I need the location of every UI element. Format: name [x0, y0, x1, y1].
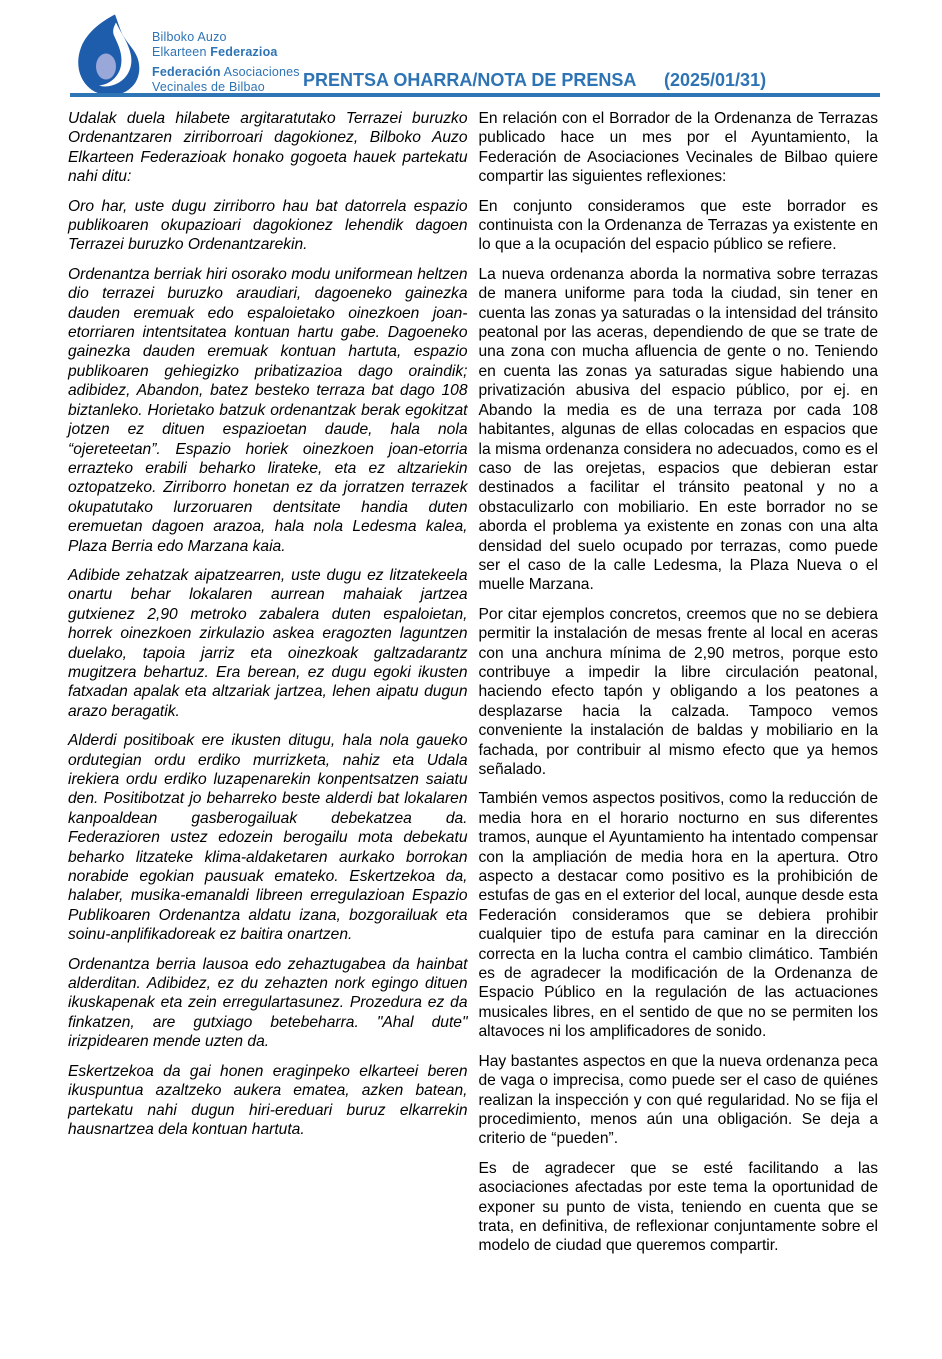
logo-line: Federación Asociaciones [152, 65, 300, 79]
paragraph: Es de agradecer que se esté facilitando a las asociaciones afectadas por este tema la oportunidad de exponer su punto de vista, teniendo en cuenta que se trata, en definitiva, de reflexionar conjuntamente sobre el modelo de ciudad que queremos compartir. [478, 1159, 878, 1255]
federation-logo-icon [74, 13, 146, 96]
paragraph: También vemos aspectos positivos, como la reducción de media hora en el horario nocturno en sus diferentes tramos, aunque el Ayuntamiento ha intentado compensar con la ampliación de media hora en la apertura. Otro aspecto a destacar como positivo es la prohibición de estufas de gas en el exterior del local, aunque desde esta Federación consideramos que se debiera prohibir cualquier tipo de estufa para caminar en la dirección correcta en la lucha contra el cambio climático. También es de agradecer la modificación de la Ordenanza de Espacio Público en la regulación de las actuaciones musicales libres, en el sentido de que no se permiten los altavoces ni los amplificadores de sonido. [478, 790, 878, 1041]
press-date: (2025/01/31) [664, 70, 767, 90]
header-divider [70, 93, 880, 97]
logo-text-basque [152, 30, 300, 59]
paragraph: Eskertzekoa da gai honen eraginpeko elkarteei beren ikuspuntua azaltzeko aukera ematea, azken batean, partekatu nahi dugun hiri-ereduari buruz elkarrekin hausnartzea dela kontuan hartuta. [68, 1062, 468, 1138]
paragraph: Udalak duela hilabete argitaratutako Terrazei buruzko Ordenantzaren zirriborroari dagokionez, Bilboko Auzo Elkarteen Federazioak honako gogoeta hauek partekatu nahi ditu: [68, 110, 468, 186]
paragraph: Alderdi positiboak ere ikusten ditugu, hala nola gaueko ordutegian ordu erdiko murrizketa, nahiz eta Udala irekiera ordu erdiko luzapenarekin konpentsatzen saiatu den. Positibotzat jo beharreko beste alderdi bat lokalaren kanpoaldean gasberogailuak debekatzea da. Federazioren ustez edozein berogailu mota debekatu beharko litzateke klima-aldaketaren aurkako borrokan norabide egokian pausuak emateko. Eskertzekoa da, halaber, musika-emanaldi libreen erregulazioan Espazio Publikoaren Ordenantza aldatu izana, bozgorailuak eta soinu-anplifikadoreak ez baitira onartzen. [68, 732, 468, 944]
paragraph: Hay bastantes aspectos en que la nueva ordenanza peca de vaga o imprecisa, como puede ser el caso de quiénes realizan la inspección y con qué regularidad. No se fija el procedimiento, menos aún una obligación. Se deja a criterio de “pueden”. [478, 1052, 878, 1148]
logo-text [152, 30, 300, 94]
paragraph: En conjunto consideramos que este borrador es continuista con la Ordenanza de Terrazas ya existente en lo que a la ocupación del espacio público se refiere. [478, 197, 878, 254]
document-body [68, 109, 878, 1266]
paragraph: En relación con el Borrador de la Ordenanza de Terrazas publicado hace un mes por el Ayuntamiento, la Federación de Asociaciones Vecinales de Bilbao quiere compartir las siguientes reflexiones: [478, 110, 878, 186]
spanish-column [479, 109, 879, 1266]
paragraph: Ordenantza berriak hiri osorako modu uniformean heltzen dio terrazei buruzko araudiari, dagoeneko gainezka dauden eremuak edo espaloietako oinezkoen joan-etorriaren intentsitatea kontuan hartu gabe. Dagoeneko gainezka dauden eremuak kontuan hartuta, espazio publikoaren gehiegizko pribatizazioa dago oraindik; adibidez, Abandon, batez besteko terraza bat dago 108 biztanleko. Horietako batzuk ordenantzak berak egokitzat jotzen ez dituen espazioetan daude, hala nola “ojereteetan”. Espazio horiek oinezkoen joan-etorria errazteko erabili beharko lirateke, eta ez altzariekin oztopatzeko. Zirriborro honetan ez da jorratzen terrazek okupatutako lurzoruaren dentsitate handia duten eremuetan dagoen arazoa, hala nola Ledesma kalea, Plaza Berria edo Marzana kaia. [68, 265, 468, 555]
paragraph: Oro har, uste dugu zirriborro hau bat datorrela espazio publikoaren okupazioari dagokionez lehendik dagoen Terrazei buruzko Ordenantzarekin. [68, 197, 468, 254]
paragraph: Ordenantza berria lausoa edo zehaztugabea da hainbat alderditan. Adibidez, ez du zehazten nork egingo dituen ikuskapenak eta zein erregulartasunez. Prozedura ez da finkatzen, are gutxiago betebeharra. "Ahal dute" irizpidearen mende uzten da. [68, 955, 468, 1051]
paragraph: Por citar ejemplos concretos, creemos que no se debiera permitir la instalación de mesas frente al local en aceras con una anchura mínima de 2,90 metros, porque esto contribuye a impedir la libre circulación peatonal, haciendo efecto tapón y obligando a los peatones a desplazarse hacia la calzada. Tampoco vemos conveniente la instalación de baldas y mobiliario en la fachada, por contribuir al mismo efecto que ya hemos señalado. [478, 605, 878, 778]
basque-column [68, 109, 468, 1266]
logo-line: Elkarteen Federazioa [152, 44, 278, 59]
logo-line: Bilboko Auzo [152, 30, 227, 44]
logo-text-spanish [152, 65, 300, 94]
paragraph: Adibide zehatzak aipatzearren, uste dugu ez litzatekeela onartu behar lokalaren aurrean mahaiak jartzea gutxienez 2,90 metroko zabalera duten espaloietan, horrek oinezkoen zirkulazio askea eragozten laguntzen duelako, tapoia jarriz eta oinezkoak galtzadarantz mugitzera behartuz. Era berean, ez dugu egoki ikusten fatxadan apalak eta altzariak jartzea, lehen aipatu dugun arazo beragatik. [68, 566, 468, 720]
paragraph: La nueva ordenanza aborda la normativa sobre terrazas de manera uniforme para toda la ciudad, sin tener en cuenta las zonas ya saturadas o la intensidad del tránsito peatonal por las aceras, dependiendo de que se trate de una zona con mucha afluencia de gente o no. Teniendo en cuenta las zonas ya saturadas sigue habiendo una privatización abusiva del espacio público, por ej. en Abando la media es de una terraza por cada 108 habitantes, algunas de ellas colocadas en espacios que la misma ordenanza considera no adecuados, como es el caso de las orejetas, espacios que debieran estar destinados a facilitar el tránsito peatonal y no a obstaculizarlo con mobiliario. En este borrador no se aborda el problema ya existente en zonas con una alta densidad del suelo ocupado por terrazas, como puede ser el caso de la calle Ledesma, la Plaza Nueva o el muelle Marzana. [478, 265, 878, 594]
logo-line: Vecinales de Bilbao [152, 79, 265, 94]
page-title: PRENTSA OHARRA/NOTA DE PRENSA [303, 70, 637, 90]
